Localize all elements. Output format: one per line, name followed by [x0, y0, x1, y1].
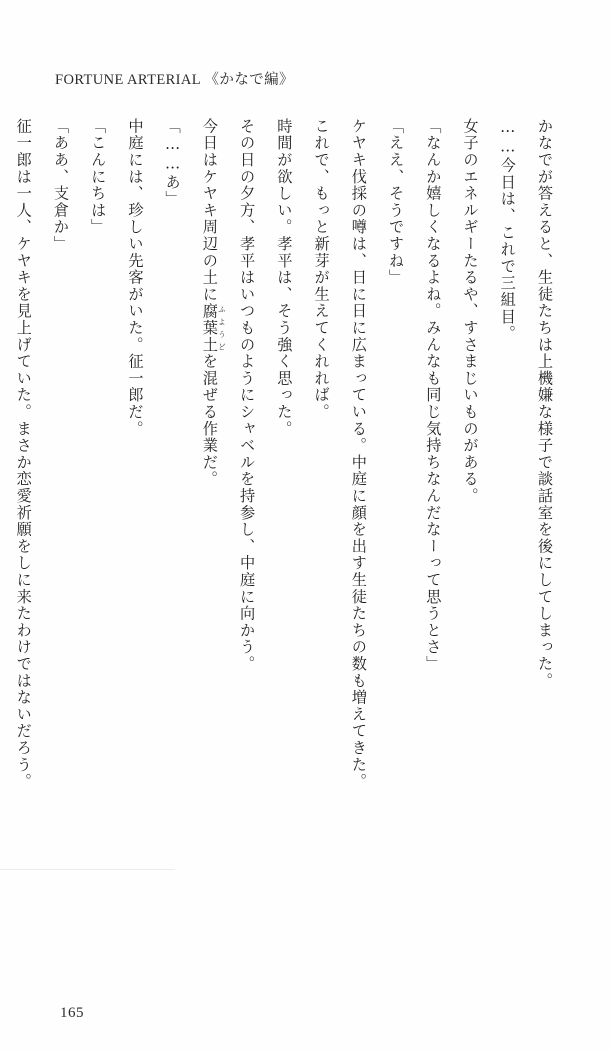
paragraph: ケヤキ伐採の噂は、日に日に広まっている。中庭に顔を出す生徒たちの数も増えてきた。 [349, 118, 368, 790]
paragraph-dialogue: 「ああ、支倉か」 [51, 118, 70, 253]
paragraph: かなでが答えると、生徒たちは上機嫌な様子で談話室を後にしてしまった。 [536, 118, 554, 690]
running-head: FORTUNE ARTERIAL 《かなで編》 [55, 72, 294, 88]
paragraph-dialogue: 「こんにちは」 [89, 118, 108, 236]
ruby-annotation [200, 302, 227, 354]
paragraph: これで、もっと新芽が生えてくれれば。 [312, 118, 331, 421]
paragraph: ……今日は、これで三組目。 [498, 118, 517, 342]
paragraph: 征一郎は一人、ケヤキを見上げていた。まさか恋愛祈願をしに来たわけではないだろう。 [14, 118, 33, 790]
body-text-vertical [14, 118, 563, 928]
paragraph-with-ruby [191, 118, 228, 928]
paragraph: 中庭には、珍しい先客がいた。征一郎だ。 [126, 118, 145, 438]
paragraph-dialogue: 「ええ、そうですね」 [387, 118, 406, 286]
ruby-suffix: を混ぜる作業だ。 [200, 353, 219, 488]
paragraph-dialogue: 「なんか嬉しくなるよね。みんなも同じ気持ちなんだなーって思うとさ」 [424, 118, 443, 673]
page-divider [0, 869, 175, 870]
paragraph-dialogue: 「……あ」 [163, 118, 182, 208]
ruby-reading: ふようど [217, 302, 227, 354]
paragraph: 時間が欲しい。孝平は、そう強く思った。 [275, 118, 294, 438]
ruby-prefix: 今日はケヤキ周辺の土に [200, 118, 219, 303]
page-number: 165 [60, 1005, 84, 1021]
ruby-base: 腐葉土 [200, 302, 219, 354]
paragraph: その日の夕方、孝平はいつものようにシャベルを持参し、中庭に向かう。 [238, 118, 257, 673]
paragraph: 女子のエネルギーたるや、すさまじいものがある。 [461, 118, 480, 505]
